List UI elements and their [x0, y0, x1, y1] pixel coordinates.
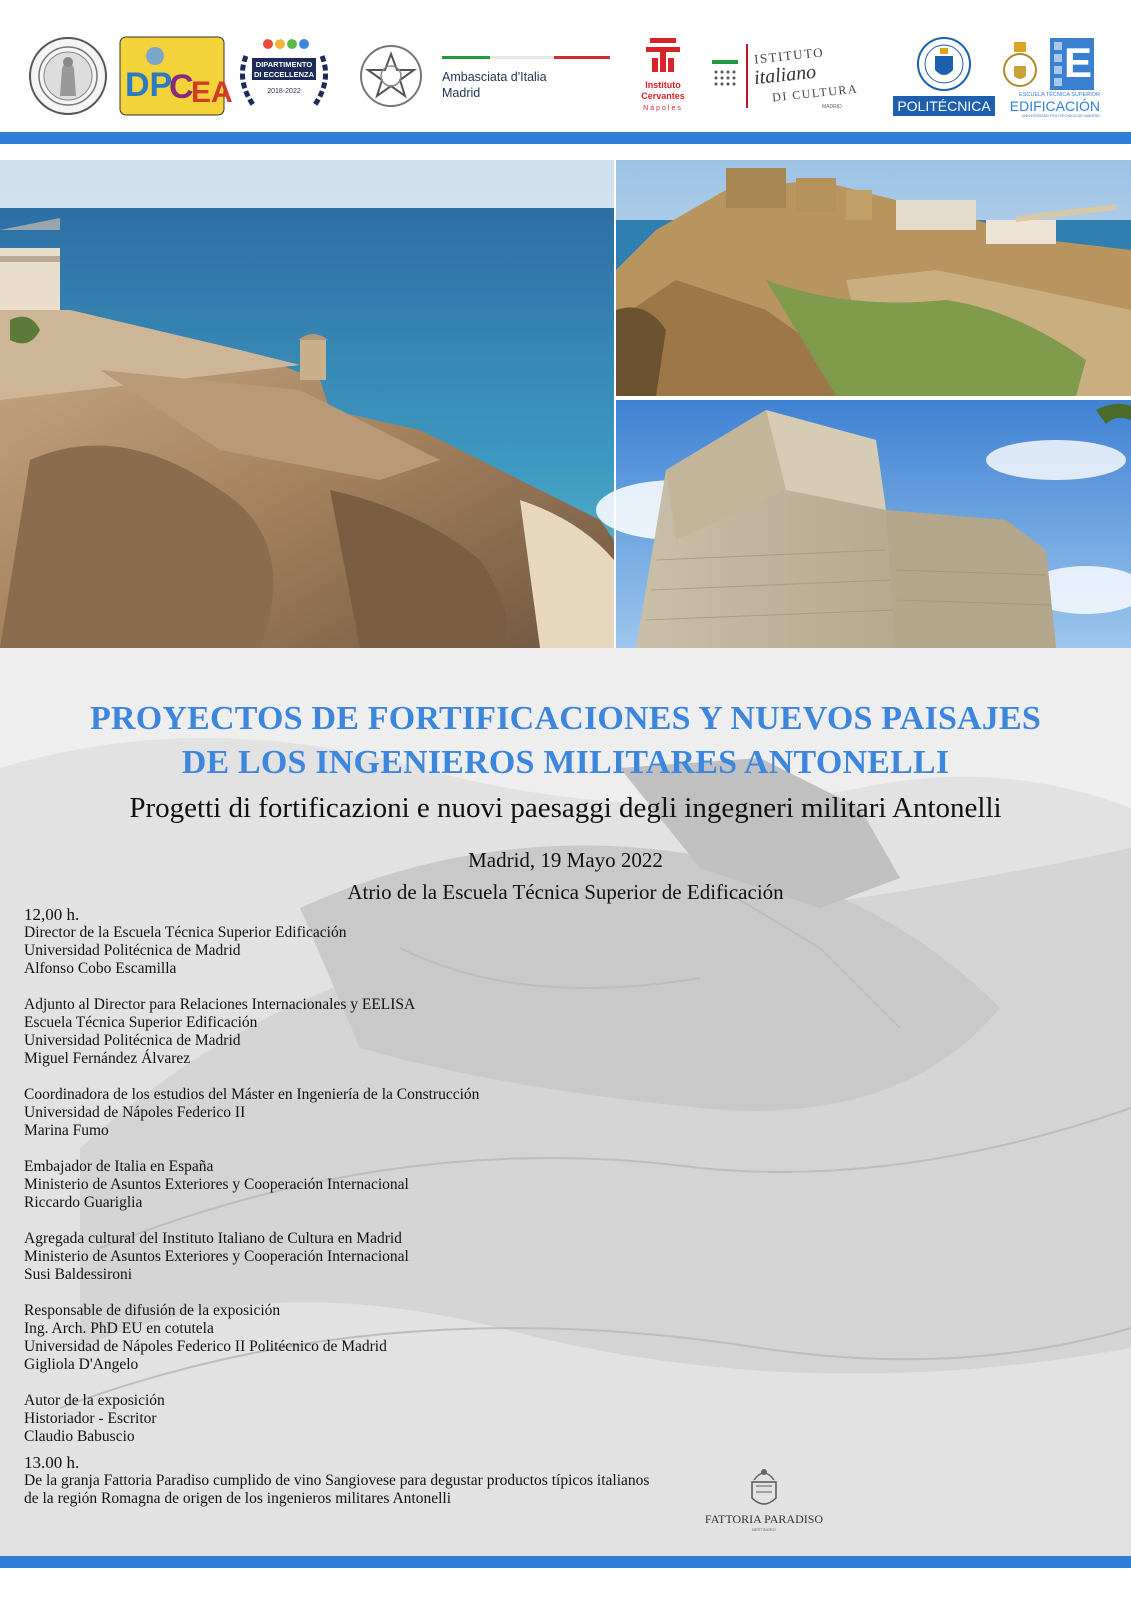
speaker-line: Agregada cultural del Instituto Italiano de Cultura en Madrid	[24, 1230, 402, 1247]
closing-line: De la granja Fattoria Paradiso cumplido de vino Sangiovese para degustar productos típicos italianos	[24, 1472, 650, 1489]
speaker-name: Miguel Fernández Álvarez	[24, 1050, 191, 1067]
etse-edificacion-logo	[1000, 36, 1100, 118]
speaker-name: Claudio Babuscio	[24, 1428, 135, 1445]
title-line1: PROYECTOS DE FORTIFICACIONES Y NUEVOS PAISAJES	[90, 700, 1041, 737]
dipartimento-label: DIPARTIMENTO	[255, 60, 313, 69]
speaker-line: Ministerio de Asuntos Exteriores y Cooperación Internacional	[24, 1248, 409, 1265]
bottom-accent-bar	[0, 1556, 1131, 1568]
university-naples-seal-logo	[28, 36, 108, 116]
speaker-line: Autor de la exposición	[24, 1392, 165, 1409]
eccellenza-label: DI ECCELLENZA	[254, 70, 314, 79]
cervantes-line1: Instituto	[645, 80, 681, 90]
svg-text:EA: EA	[191, 76, 233, 109]
ambasciata-flag-white	[490, 56, 554, 59]
title-line2: DE LOS INGENIEROS MILITARES ANTONELLI	[181, 744, 950, 781]
iic-line2: italiano	[752, 60, 818, 90]
speaker-name: Gigliola D'Angelo	[24, 1356, 139, 1373]
speaker-name: Alfonso Cobo Escamilla	[24, 960, 177, 977]
fattoria-crest-icon	[696, 1466, 832, 1512]
photo-stone-tower	[616, 400, 1131, 648]
speaker-line: Historiador - Escritor	[24, 1410, 157, 1427]
speaker-line: Ministerio de Asuntos Exteriores y Cooperación Internacional	[24, 1176, 409, 1193]
politecnica-label: POLITÉCNICA	[893, 96, 995, 116]
speaker-name: Riccardo Guariglia	[24, 1194, 143, 1211]
etse-line1: ESCUELA TÉCNICA SUPERIOR	[1019, 92, 1100, 98]
event-venue: Atrio de la Escuela Técnica Superior de Edificación	[347, 880, 784, 904]
fattoria-name: FATTORIA PARADISO	[704, 1512, 824, 1526]
instituto-cervantes-logo	[630, 36, 696, 118]
fattoria-paradiso-logo	[696, 1466, 832, 1534]
ambasciata-flag-green	[442, 56, 490, 59]
speaker-line: Adjunto al Director para Relaciones Internacionales y EELISA	[24, 996, 416, 1013]
istituto-italiano-cultura-logo	[712, 36, 862, 118]
speaker-block	[24, 1158, 784, 1212]
iic-line4: MADRID	[822, 104, 842, 110]
cervantes-line2: Cervantes	[641, 91, 685, 101]
event-date: Madrid, 19 Mayo 2022	[468, 848, 663, 872]
etse-line2: EDIFICACIÓN	[1009, 98, 1100, 114]
speaker-line: Universidad de Nápoles Federico II	[24, 1104, 246, 1121]
miur-label: miur	[268, 35, 300, 42]
speaker-block	[24, 1086, 784, 1140]
speaker-line: Escuela Técnica Superior Edificación	[24, 1014, 258, 1031]
italian-republic-emblem-logo	[358, 42, 424, 112]
speaker-line: Responsable de difusión de la exposición	[24, 1302, 281, 1319]
years-label: 2018-2022	[267, 88, 301, 95]
speaker-line: Universidad Politécnica de Madrid	[24, 942, 241, 959]
dpcea-logo	[119, 36, 233, 116]
fattoria-place: BERTINORO	[752, 1527, 776, 1532]
time-first-session: 12,00 h.	[24, 905, 80, 924]
program	[24, 906, 784, 1508]
speaker-block	[24, 924, 784, 978]
speaker-line: Director de la Escuela Técnica Superior Edificación	[24, 924, 347, 941]
speaker-line: Embajador de Italia en España	[24, 1158, 214, 1175]
ambasciata-flag-red	[554, 56, 610, 59]
speaker-block	[24, 996, 784, 1068]
cervantes-line3: Nápoles	[643, 105, 683, 112]
closing-line: de la región Romagna de origen de los ingenieros militares Antonelli	[24, 1490, 452, 1507]
svg-text:C: C	[169, 68, 194, 106]
speaker-line: Ing. Arch. PhD EU en cotutela	[24, 1320, 214, 1337]
speaker-line: Universidad Politécnica de Madrid	[24, 1032, 241, 1049]
photo-coastal-castle	[0, 160, 614, 648]
speaker-name: Marina Fumo	[24, 1122, 109, 1139]
speaker-block	[24, 1230, 784, 1284]
subtitle: Progetti di fortificazioni e nuovi paesaggi degli ingegneri militari Antonelli	[129, 792, 1002, 824]
logo-strip	[0, 0, 1131, 130]
photo-fortified-village	[616, 160, 1131, 396]
speaker-block	[24, 1302, 784, 1374]
speaker-block	[24, 1392, 784, 1446]
svg-text:DP: DP	[125, 66, 173, 104]
ambasciata-city: Madrid	[442, 86, 481, 100]
top-accent-bar	[0, 132, 1131, 144]
etse-line3: UNIVERSIDAD POLITÉCNICA DE MADRID	[1021, 113, 1100, 118]
ambasciata-logo	[442, 52, 612, 104]
iic-line3: DI CULTURA	[771, 81, 859, 105]
dipartimento-eccellenza-logo	[232, 36, 336, 118]
speaker-line: Coordinadora de los estudios del Máster en Ingeniería de la Construcción	[24, 1086, 480, 1103]
ambasciata-name: Ambasciata d'Italia	[442, 70, 547, 84]
speaker-name: Susi Baldessironi	[24, 1266, 133, 1283]
etse-letter: E	[1064, 39, 1093, 86]
time-second-session: 13.00 h.	[24, 1453, 80, 1472]
politecnica-logo	[893, 36, 995, 118]
speaker-line: Universidad de Nápoles Federico II Politécnico de Madrid	[24, 1338, 387, 1355]
iic-line1: ISTITUTO	[753, 44, 825, 67]
